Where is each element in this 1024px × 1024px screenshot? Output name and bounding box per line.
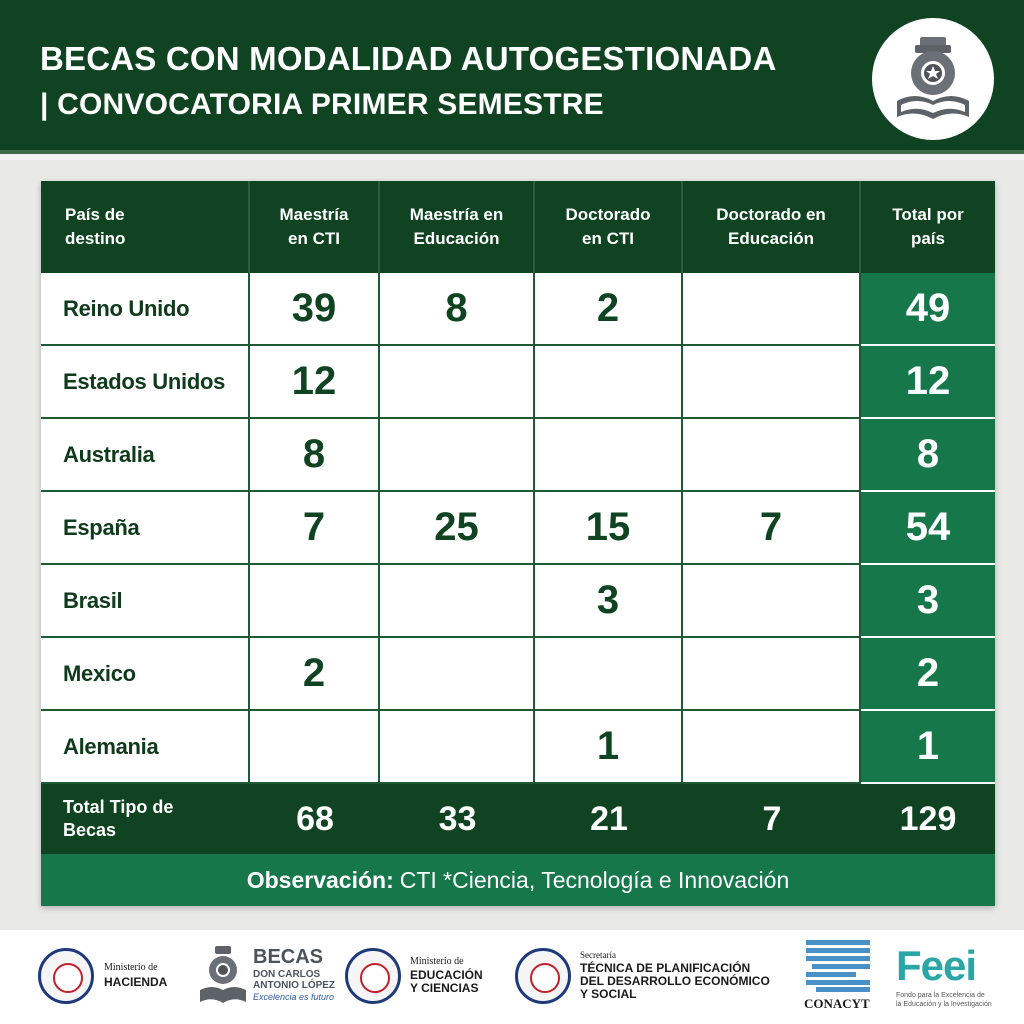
value-cell bbox=[683, 565, 861, 638]
becas-tagline: Excelencia es futuro bbox=[253, 992, 335, 1002]
value-cell: 25 bbox=[380, 492, 535, 565]
country-cell: Alemania bbox=[41, 711, 250, 784]
becas-title: BECAS bbox=[253, 946, 324, 968]
stp-small-text: Secretaría bbox=[580, 950, 616, 960]
hacienda-small-text: Ministerio de bbox=[104, 962, 158, 973]
header-doctorado-cti: Doctorado en CTI bbox=[535, 181, 683, 273]
becas-sub1: DON CARLOS bbox=[253, 969, 321, 980]
feei-sub1: Fondo para la Excelencia de bbox=[896, 992, 985, 999]
value-cell bbox=[535, 638, 683, 711]
total-cell: 2 bbox=[861, 638, 995, 711]
value-cell: 3 bbox=[535, 565, 683, 638]
value-cell bbox=[380, 711, 535, 784]
header-banner bbox=[0, 0, 1024, 150]
conacyt-text: CONACYT bbox=[804, 996, 870, 1011]
country-cell: Reino Unido bbox=[41, 273, 250, 346]
total-cell: 8 bbox=[861, 419, 995, 492]
table-row bbox=[41, 273, 995, 346]
educacion-big-text-2: Y CIENCIAS bbox=[410, 981, 479, 995]
value-cell: 15 bbox=[535, 492, 683, 565]
feei-logo: Feei bbox=[896, 942, 977, 989]
total-doctorado-educacion: 7 bbox=[762, 799, 782, 838]
value-cell bbox=[683, 346, 861, 419]
total-cell: 54 bbox=[861, 492, 995, 565]
page-title-line1: BECAS CON MODALIDAD AUTOGESTIONADA bbox=[40, 40, 777, 77]
total-cell: 49 bbox=[861, 273, 995, 346]
value-cell bbox=[380, 346, 535, 419]
educacion-big-text-1: EDUCACIÓN bbox=[410, 968, 483, 982]
total-cell: 12 bbox=[861, 346, 995, 419]
value-cell bbox=[250, 711, 380, 784]
total-maestria-cti: 68 bbox=[296, 799, 334, 838]
header-maestria-cti: Maestría en CTI bbox=[250, 181, 380, 273]
book-lamp-icon bbox=[893, 35, 973, 123]
totals-label: Total Tipo de Becas bbox=[63, 797, 174, 840]
value-cell bbox=[535, 419, 683, 492]
scholarship-table bbox=[41, 181, 995, 906]
footer-logos bbox=[0, 930, 1024, 1024]
grand-total: 129 bbox=[899, 799, 957, 838]
value-cell: 1 bbox=[535, 711, 683, 784]
value-cell: 7 bbox=[683, 492, 861, 565]
observation-text: CTI *Ciencia, Tecnología e Innovación bbox=[399, 866, 790, 893]
value-cell bbox=[683, 273, 861, 346]
observation-note bbox=[41, 854, 995, 906]
table-row bbox=[41, 711, 995, 784]
value-cell: 12 bbox=[250, 346, 380, 419]
value-cell: 7 bbox=[250, 492, 380, 565]
table-row bbox=[41, 638, 995, 711]
totals-row bbox=[41, 784, 995, 854]
becas-sub2: ANTONIO LÓPEZ bbox=[253, 980, 336, 991]
conacyt-logo-icon bbox=[806, 940, 870, 992]
country-cell: Mexico bbox=[41, 638, 250, 711]
total-cell: 1 bbox=[861, 711, 995, 784]
table-row bbox=[41, 346, 995, 419]
stp-big-text-2: DEL DESARROLLO ECONÓMICO bbox=[580, 974, 770, 988]
stp-big-text-1: TÉCNICA DE PLANIFICACIÓN bbox=[580, 961, 751, 975]
observation-label: Observación: bbox=[246, 866, 394, 893]
header-destination: País de destino bbox=[41, 181, 250, 273]
becas-logo bbox=[872, 18, 994, 140]
hacienda-big-text: HACIENDA bbox=[104, 975, 168, 989]
educacion-small-text: Ministerio de bbox=[410, 956, 464, 967]
value-cell bbox=[380, 638, 535, 711]
value-cell: 2 bbox=[250, 638, 380, 711]
total-maestria-educacion: 33 bbox=[438, 799, 477, 838]
value-cell bbox=[535, 346, 683, 419]
value-cell: 8 bbox=[380, 273, 535, 346]
paraguay-seal-icon bbox=[38, 948, 94, 1004]
value-cell bbox=[250, 565, 380, 638]
page-title-line2: | CONVOCATORIA PRIMER SEMESTRE bbox=[40, 88, 604, 121]
table-row bbox=[41, 565, 995, 638]
country-cell: Australia bbox=[41, 419, 250, 492]
header-total-pais: Total por país bbox=[892, 205, 964, 248]
header-doctorado-educacion: Doctorado en Educación bbox=[683, 181, 861, 273]
total-cell: 3 bbox=[861, 565, 995, 638]
value-cell bbox=[380, 565, 535, 638]
value-cell: 8 bbox=[250, 419, 380, 492]
value-cell: 39 bbox=[250, 273, 380, 346]
feei-sub2: la Educación y la Investigación bbox=[896, 1001, 992, 1008]
table-header-row bbox=[41, 181, 995, 273]
paraguay-seal-icon bbox=[345, 948, 401, 1004]
total-doctorado-cti: 21 bbox=[590, 799, 628, 838]
header-maestria-educacion: Maestría en Educación bbox=[380, 181, 535, 273]
stp-big-text-3: Y SOCIAL bbox=[580, 987, 637, 1001]
paraguay-seal-icon bbox=[515, 948, 571, 1004]
country-cell: España bbox=[41, 492, 250, 565]
country-cell: Brasil bbox=[41, 565, 250, 638]
value-cell bbox=[683, 638, 861, 711]
table-row bbox=[41, 419, 995, 492]
becas-lamp-icon bbox=[198, 946, 248, 1004]
value-cell bbox=[380, 419, 535, 492]
value-cell bbox=[683, 419, 861, 492]
header-divider-light bbox=[0, 154, 1024, 160]
value-cell: 2 bbox=[535, 273, 683, 346]
country-cell: Estados Unidos bbox=[41, 346, 250, 419]
table-row bbox=[41, 492, 995, 565]
value-cell bbox=[683, 711, 861, 784]
